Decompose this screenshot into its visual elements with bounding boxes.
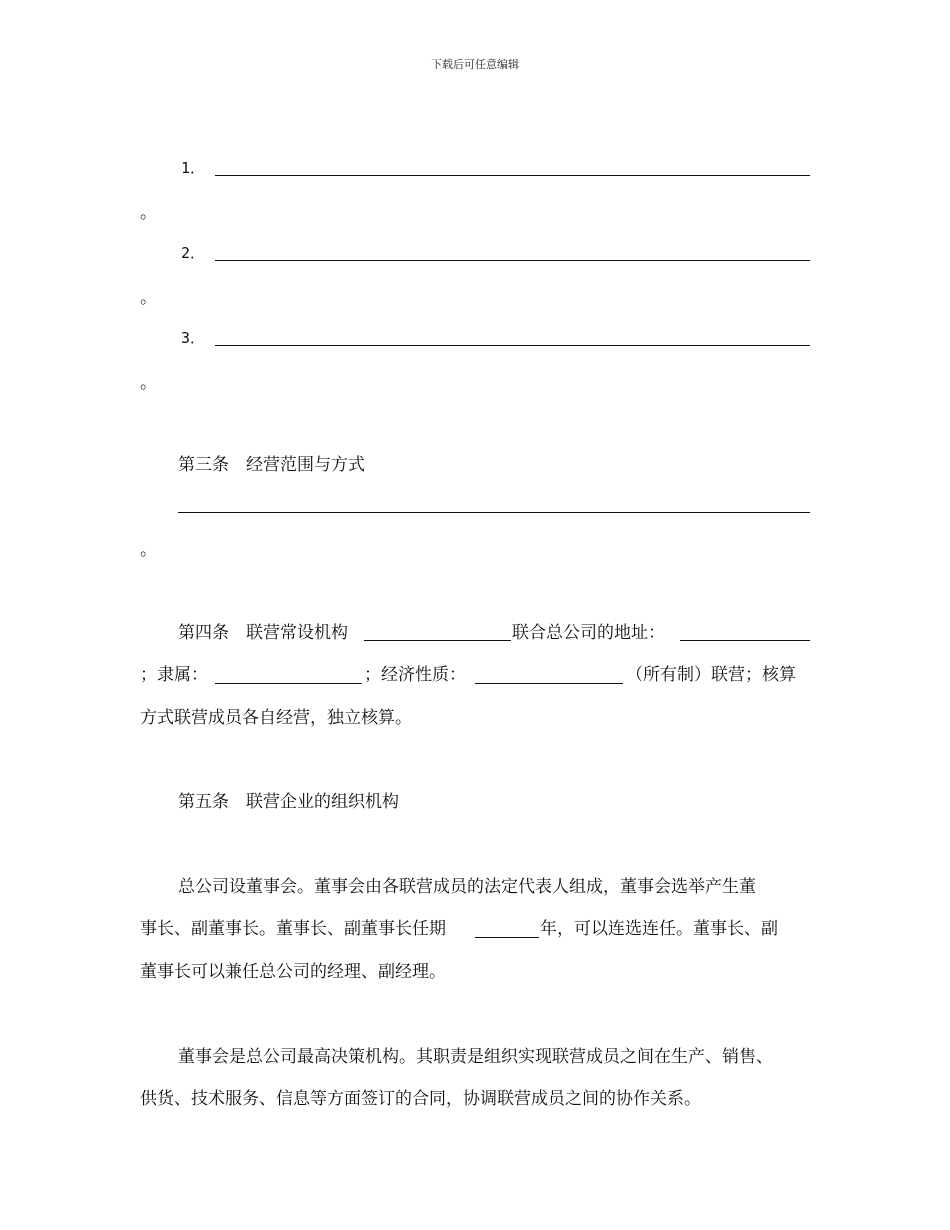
item-3-end-mark: 。	[140, 373, 157, 393]
item-1-fill-line[interactable]	[215, 175, 810, 176]
term-years-blank[interactable]	[475, 937, 539, 938]
article-3-title: 第三条 经营范围与方式	[178, 455, 365, 475]
article-5-para-2-line-1: 董事会是总公司最高决策机构。其职责是组织实现联营成员之间在生产、销售、	[178, 1047, 773, 1067]
item-1-number: 1．	[181, 159, 206, 177]
item-2-end-mark: 。	[140, 288, 157, 308]
article-5-para-1-line-1: 总公司设董事会。董事会由各联营成员的法定代表人组成，董事会选举产生董	[178, 877, 756, 897]
article-3-end-mark: 。	[140, 540, 157, 560]
article-4-office-blank[interactable]	[364, 640, 511, 641]
article-4-line-3: 方式联营成员各自经营，独立核算。	[140, 708, 412, 728]
article-4-ownership-text: （所有制）联营；核算	[626, 665, 796, 685]
item-2-number: 2．	[181, 244, 206, 262]
article-5-para-1-line-2a: 事长、副董事长。董事长、副董事长任期	[140, 919, 446, 939]
article-4-affiliation-blank[interactable]	[215, 683, 362, 684]
item-3-fill-line[interactable]	[215, 345, 810, 346]
article-4-address-label: 联合总公司的地址：	[512, 623, 665, 643]
article-5-para-2-line-2: 供货、技术服务、信息等方面签订的合同，协调联营成员之间的协作关系。	[140, 1089, 701, 1109]
item-1-end-mark: 。	[140, 203, 157, 223]
article-4-address-blank[interactable]	[680, 640, 810, 641]
article-5-title: 第五条 联营企业的组织机构	[178, 792, 399, 812]
article-4-prefix: 第四条 联营常设机构	[178, 623, 348, 643]
article-5-para-1-line-3: 董事长可以兼任总公司的经理、副经理。	[140, 962, 446, 982]
article-4-affiliation-label: ；隶属：	[140, 665, 208, 685]
page-header: 下载后可任意编辑	[431, 58, 519, 71]
article-4-nature-blank[interactable]	[475, 683, 623, 684]
item-3-number: 3．	[181, 329, 206, 347]
item-2-fill-line[interactable]	[215, 260, 810, 261]
article-4-nature-label: ；经济性质：	[364, 665, 466, 685]
article-5-para-1-line-2b: 年，可以连选连任。董事长、副	[540, 919, 778, 939]
article-3-fill-line[interactable]	[178, 512, 810, 513]
